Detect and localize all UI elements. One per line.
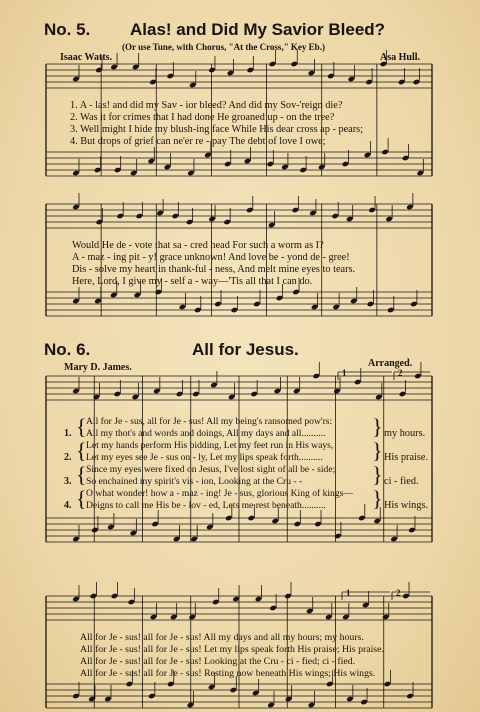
- verse-brace: {: [76, 438, 87, 463]
- verse-tail: ci - fied.: [384, 476, 419, 487]
- hymn-6-verse-line: All my thot's and words and doings, All my days and all..........: [86, 428, 326, 439]
- hymn-6-words-by: Mary D. James.: [64, 362, 132, 373]
- verse-brace: }: [372, 486, 383, 511]
- refrain-line: All for Je - sus! all for Je - sus! Resting now beneath His wings; His wings.: [80, 668, 376, 679]
- verse-brace: {: [76, 486, 87, 511]
- hymn-5-music-by: Asa Hull.: [380, 52, 421, 63]
- hymn-5-verse-line: 3. Well might I hide my blush-ing face While His dear cross ap - pears;: [70, 124, 364, 135]
- hymn-6-verse-line: All for Je - sus, all for Je - sus! All my being's ransomed pow'rs:: [86, 416, 333, 427]
- refrain-line: All for Je - sus! all for Je - sus! Looking at the Cru - ci - fied; ci - fied.: [80, 656, 356, 667]
- verse-number: 4.: [64, 500, 72, 511]
- verse-number: 1.: [64, 428, 72, 439]
- verse-tail: my hours.: [384, 428, 426, 439]
- ending-1-label: 1: [346, 588, 351, 598]
- hymn-6-verse-line: O what wonder! how a - maz - ing! Je - sus, glorious King of kings—: [86, 488, 353, 499]
- hymn-5-verse-line: 1. A - las! and did my Sav - ior bleed? And did my Sov-'reign die?: [70, 100, 343, 111]
- verse-number: 3.: [64, 476, 72, 487]
- hymn-5-words-by: Isaac Watts.: [60, 52, 113, 63]
- verse-brace: }: [372, 414, 383, 439]
- verse-tail: His praise.: [384, 452, 429, 463]
- verse-number: 2.: [64, 452, 72, 463]
- ending-1-label: 1: [342, 368, 347, 378]
- hymn-6-number: No. 6.: [44, 340, 91, 359]
- verse-brace: }: [372, 462, 383, 487]
- verse-tail: His wings.: [384, 500, 429, 511]
- hymn-6-verse-line: Let my eyes see Je - sus on - ly, Let my lips speak forth..........: [86, 452, 323, 463]
- hymn-5-tune-note: (Or use Tune, with Chorus, "At the Cross," Key Eb.): [122, 42, 325, 52]
- hymn-5-verse-line: Would He de - vote that sa - cred head For such a worm as I?: [72, 240, 324, 251]
- hymn-6-verse-line: Deigns to call me His be - lov - ed, Lets me rest beneath..........: [86, 500, 326, 511]
- refrain-line: All for Je - sus! all for Je - sus! Let my lips speak forth His praise; His praise.: [80, 644, 384, 655]
- ending-2-label: 2: [398, 368, 403, 378]
- hymn-6-verse-line: Let my hands perform His bidding, Let my feet run in His ways,: [86, 440, 334, 451]
- refrain-line: All for Je - sus! all for Je - sus! All my days and all my hours; my hours.: [80, 632, 364, 643]
- hymn-6-title: All for Jesus.: [192, 340, 299, 359]
- hymn-5-verse-line: Dis - solve my heart in thank-ful - ness, And melt mine eyes to tears.: [72, 264, 356, 275]
- ending-2-label: 2: [396, 588, 401, 598]
- verse-brace: }: [372, 438, 383, 463]
- verse-brace: {: [76, 414, 87, 439]
- hymn-5-title: Alas! and Did My Savior Bleed?: [130, 20, 386, 39]
- hymn-5-verse-line: Here, Lord, I give my - self a - way—'Tis all that I can do.: [72, 276, 313, 287]
- hymn-6-verse-line: Since my eyes were fixed on Jesus, I've lost sight of all be - side;: [86, 464, 336, 475]
- verse-brace: {: [76, 462, 87, 487]
- hymn-5-verse-line: 4. But drops of grief can ne'er re - pay The debt of love I owe;: [70, 136, 326, 147]
- hymn-5-number: No. 5.: [44, 20, 91, 39]
- hymn-6-verse-line: So enchained my spirit's vis - ion, Looking at the Cru - -: [86, 476, 303, 487]
- hymn-5-verse-line: A - maz - ing pit - y! grace unknown! And love be - yond de - gree!: [72, 252, 350, 263]
- hymn-5-verse-line: 2. Was it for crimes that I had done He groaned up - on the tree?: [70, 112, 335, 123]
- hymn-6-music-by: Arranged.: [368, 358, 413, 369]
